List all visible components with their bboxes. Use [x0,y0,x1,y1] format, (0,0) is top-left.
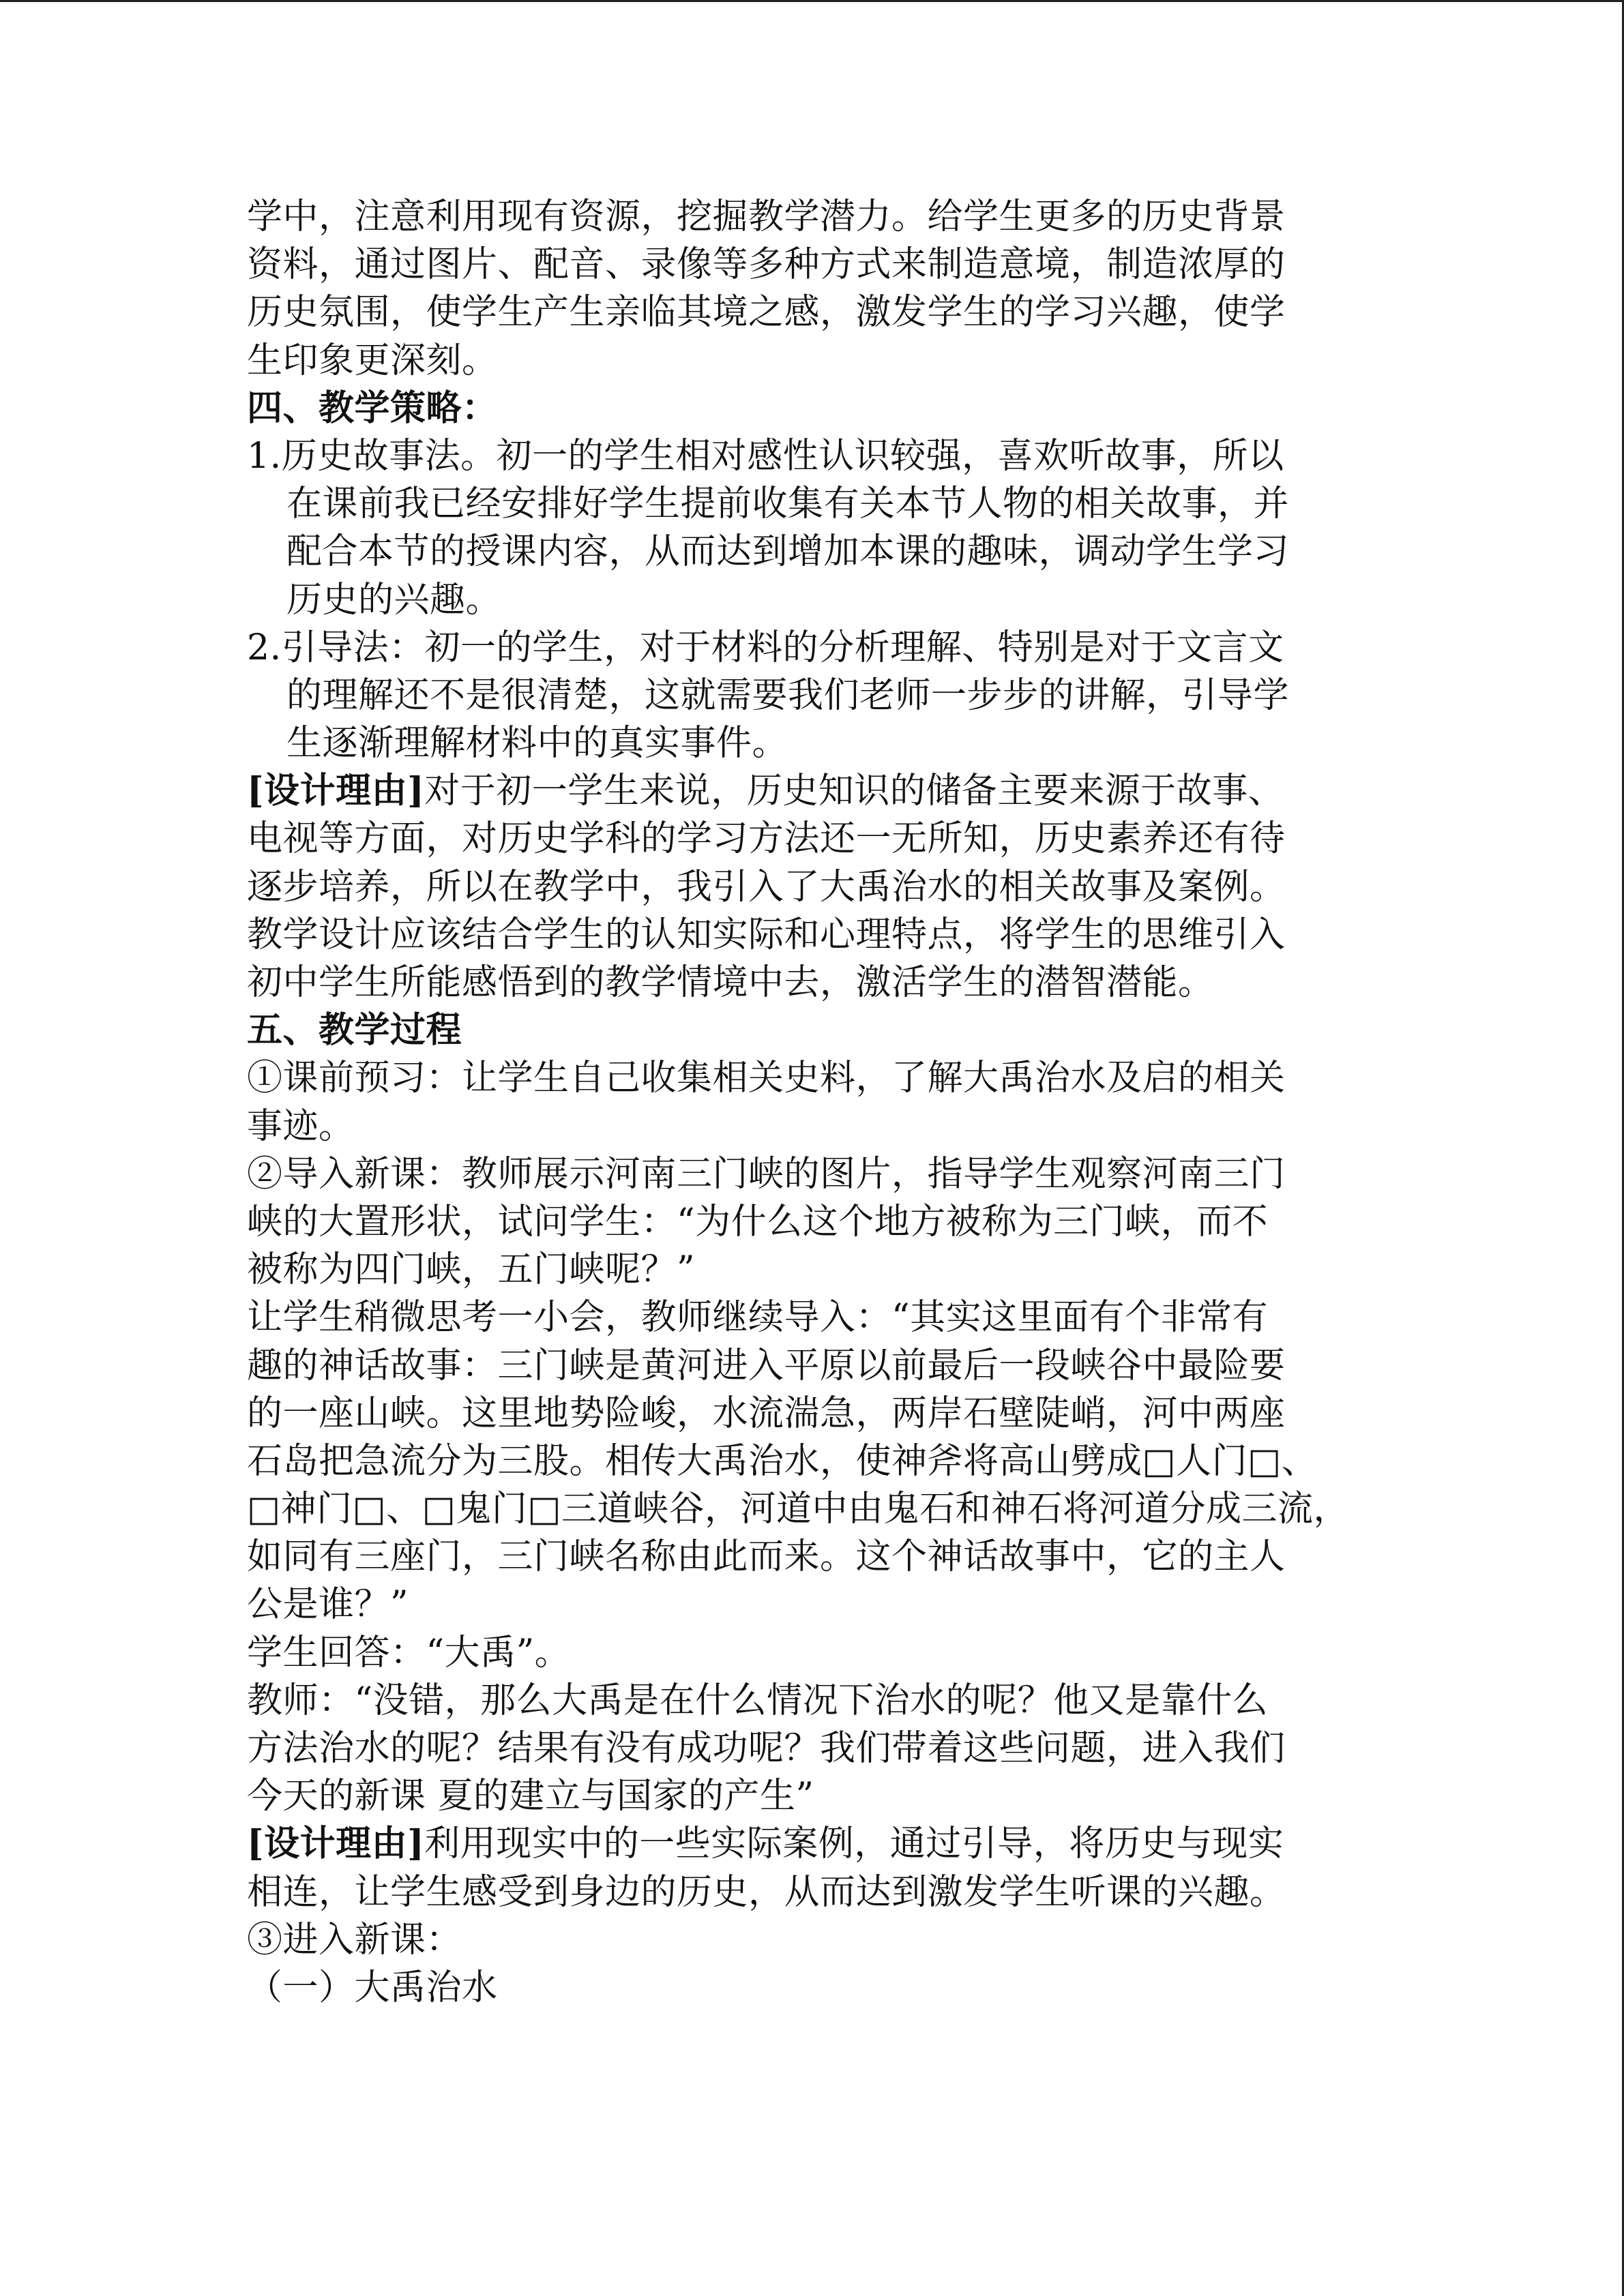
design-reason-1-line-2: 电视等方面，对历史学科的学习方法还一无所知，历史素养还有待 [247,818,1286,860]
process-story-line-7: 公是谁？” [247,1584,409,1626]
process-story-line-6: 如同有三座门，三门峡名称由此而来。这个神话故事中，它的主人 [247,1536,1286,1578]
process-story-line-1: 让学生稍微思考一小会，教师继续导入：“其实这里面有个非常有 [247,1297,1269,1339]
process-preview-line-2: 事迹。 [247,1105,355,1147]
strategy-item-1-line-2: 在课前我已经安排好学生提前收集有关本节人物的相关故事，并 [286,483,1290,525]
process-new-lesson: ③进入新课： [247,1919,462,1960]
student-answer: 学生回答：“大禹”。 [247,1632,571,1673]
design-reason-1-line-4: 教学设计应该结合学生的认知实际和心理特点，将学生的思维引入 [247,914,1286,955]
process-intro-line-2: 峡的大置形状，试问学生：“为什么这个地方被称为三门峡，而不 [247,1201,1269,1242]
page-top-border [0,0,1624,2]
process-intro-line-3: 被称为四门峡，五门峡呢？” [247,1249,696,1291]
strategy-item-2-line-1: 2.引导法：初一的学生，对于材料的分析理解、特别是对于文言文 [247,627,1284,668]
document-body [247,193,1365,2012]
strategy-item-1-line-3: 配合本节的授课内容，从而达到增加本课的趣味，调动学生学习 [286,531,1290,573]
design-reason-1-line-5: 初中学生所能感悟到的教学情境中去，激活学生的潜智潜能。 [247,962,1214,1003]
process-preview-line-1: ①课前预习：让学生自己收集相关史料，了解大禹治水及启的相关 [247,1058,1286,1099]
process-story-line-4: 石岛把急流分为三股。相传大禹治水，使神斧将高山劈成□人门□、 [247,1440,1318,1482]
teacher-reply-line-2: 方法治水的呢？结果有没有成功呢？我们带着这些问题，进入我们 [247,1728,1286,1769]
strategy-item-1-line-1: 1.历史故事法。初一的学生相对感性认识较强，喜欢听故事，所以 [247,435,1284,477]
strategy-item-2-line-2: 的理解还不是很清楚，这就需要我们老师一步步的讲解，引导学 [286,674,1290,716]
teacher-reply-line-3: 今天的新课 夏的建立与国家的产生” [247,1776,814,1817]
intro-line-2: 资料，通过图片、配音、录像等多种方式来制造意境，制造浓厚的 [247,244,1286,286]
design-reason-1-line-3: 逐步培养，所以在教学中，我引入了大禹治水的相关故事及案例。 [247,866,1286,908]
strategy-item-2-line-3: 生逐渐理解材料中的真实事件。 [286,723,788,764]
design-reason-1-line-1 [247,767,1365,815]
section-one-heading: （一）大禹治水 [247,1967,498,2008]
intro-line-4: 生印象更深刻。 [247,340,498,381]
process-story-line-5: □神门□、□鬼门□三道峡谷，河道中由鬼石和神石将河道分成三流， [247,1489,1350,1530]
process-story-line-2: 趣的神话故事：三门峡是黄河进入平原以前最后一段峡谷中最险要 [247,1345,1286,1386]
design-reason-2-label: [设计理由] [247,1823,425,1865]
design-reason-2-line-1 [247,1820,1365,1868]
teacher-reply-line-1: 教师：“没错，那么大禹是在什么情况下治水的呢？他又是靠什么 [247,1680,1269,1721]
process-intro-line-1: ②导入新课：教师展示河南三门峡的图片，指导学生观察河南三门 [247,1153,1286,1195]
heading-teaching-process: 五、教学过程 [247,1009,462,1052]
process-story-line-3: 的一座山峡。这里地势险峻，水流湍急，两岸石壁陡峭，河中两座 [247,1392,1286,1434]
heading-teaching-strategy: 四、教学策略： [247,387,498,429]
design-reason-1-text: 对于初一学生来说，历史知识的储备主要来源于故事、 [424,771,1284,812]
intro-line-1: 学中，注意利用现有资源，挖掘教学潜力。给学生更多的历史背景 [247,196,1286,237]
design-reason-2-text: 利用现实中的一些实际案例，通过引导，将历史与现实 [424,1823,1284,1865]
intro-line-3: 历史氛围，使学生产生亲临其境之感，激发学生的学习兴趣，使学 [247,292,1286,333]
strategy-item-1-line-4: 历史的兴趣。 [286,579,502,621]
design-reason-1-label: [设计理由] [247,770,425,812]
design-reason-2-line-2: 相连，让学生感受到身边的历史，从而达到激发学生听课的兴趣。 [247,1871,1286,1913]
